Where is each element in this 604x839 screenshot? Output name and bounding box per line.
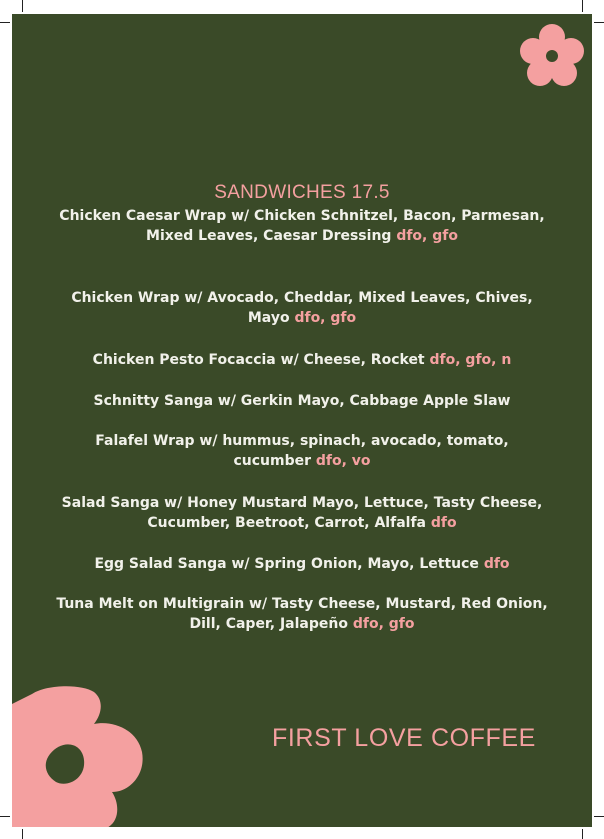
menu-item: [32, 493, 572, 533]
dietary-tags: dfo, gfo: [352, 616, 415, 632]
crop-mark: [582, 0, 583, 12]
item-line: Schnitty Sanga w/ Gerkin Mayo, Cabbage Apple Slaw: [93, 393, 511, 409]
crop-mark: [0, 22, 10, 23]
item-line: Mayo: [247, 310, 290, 326]
brand-name: FIRST LOVE COFFEE: [272, 724, 536, 752]
crop-mark: [594, 22, 604, 23]
item-line: Egg Salad Sanga w/ Spring Onion, Mayo, Lettuce: [94, 556, 479, 572]
item-line: Salad Sanga w/ Honey Mustard Mayo, Lettuce, Tasty Cheese,: [61, 495, 543, 511]
section-title: SANDWICHES 17.5: [214, 182, 390, 203]
menu-item: [32, 288, 572, 328]
item-line: Cucumber, Beetroot, Carrot, Alfalfa: [147, 515, 426, 531]
flower-icon: [12, 684, 147, 827]
item-line: Chicken Caesar Wrap w/ Chicken Schnitzel, Bacon, Parmesan,: [59, 208, 545, 224]
item-line: Falafel Wrap w/ hummus, spinach, avocado, tomato,: [95, 433, 509, 449]
item-line: cucumber: [233, 453, 311, 469]
dietary-tags: dfo, gfo: [294, 310, 357, 326]
menu-page: [12, 14, 592, 827]
dietary-tags: dfo: [483, 556, 510, 572]
crop-mark: [22, 829, 23, 839]
crop-mark: [582, 829, 583, 839]
dietary-tags: dfo, gfo, n: [429, 352, 512, 368]
crop-mark: [22, 0, 23, 12]
item-line: Dill, Caper, Jalapeño: [189, 616, 348, 632]
menu-item: [32, 554, 572, 574]
menu-item: [32, 431, 572, 471]
dietary-tags: dfo, gfo: [396, 228, 458, 244]
menu-item: [32, 391, 572, 411]
flower-icon: [520, 24, 584, 88]
item-line: Tuna Melt on Multigrain w/ Tasty Cheese, Mustard, Red Onion,: [56, 596, 548, 612]
crop-mark: [0, 816, 10, 817]
dietary-tags: dfo, vo: [315, 453, 371, 469]
item-line: Mixed Leaves, Caesar Dressing: [146, 228, 392, 244]
dietary-tags: dfo: [430, 515, 457, 531]
menu-item: [32, 206, 572, 246]
item-line: Chicken Wrap w/ Avocado, Cheddar, Mixed Leaves, Chives,: [71, 290, 533, 306]
item-line: Chicken Pesto Focaccia w/ Cheese, Rocket: [92, 352, 425, 368]
crop-mark: [594, 816, 604, 817]
menu-item: [32, 594, 572, 634]
menu-item: [32, 350, 572, 370]
